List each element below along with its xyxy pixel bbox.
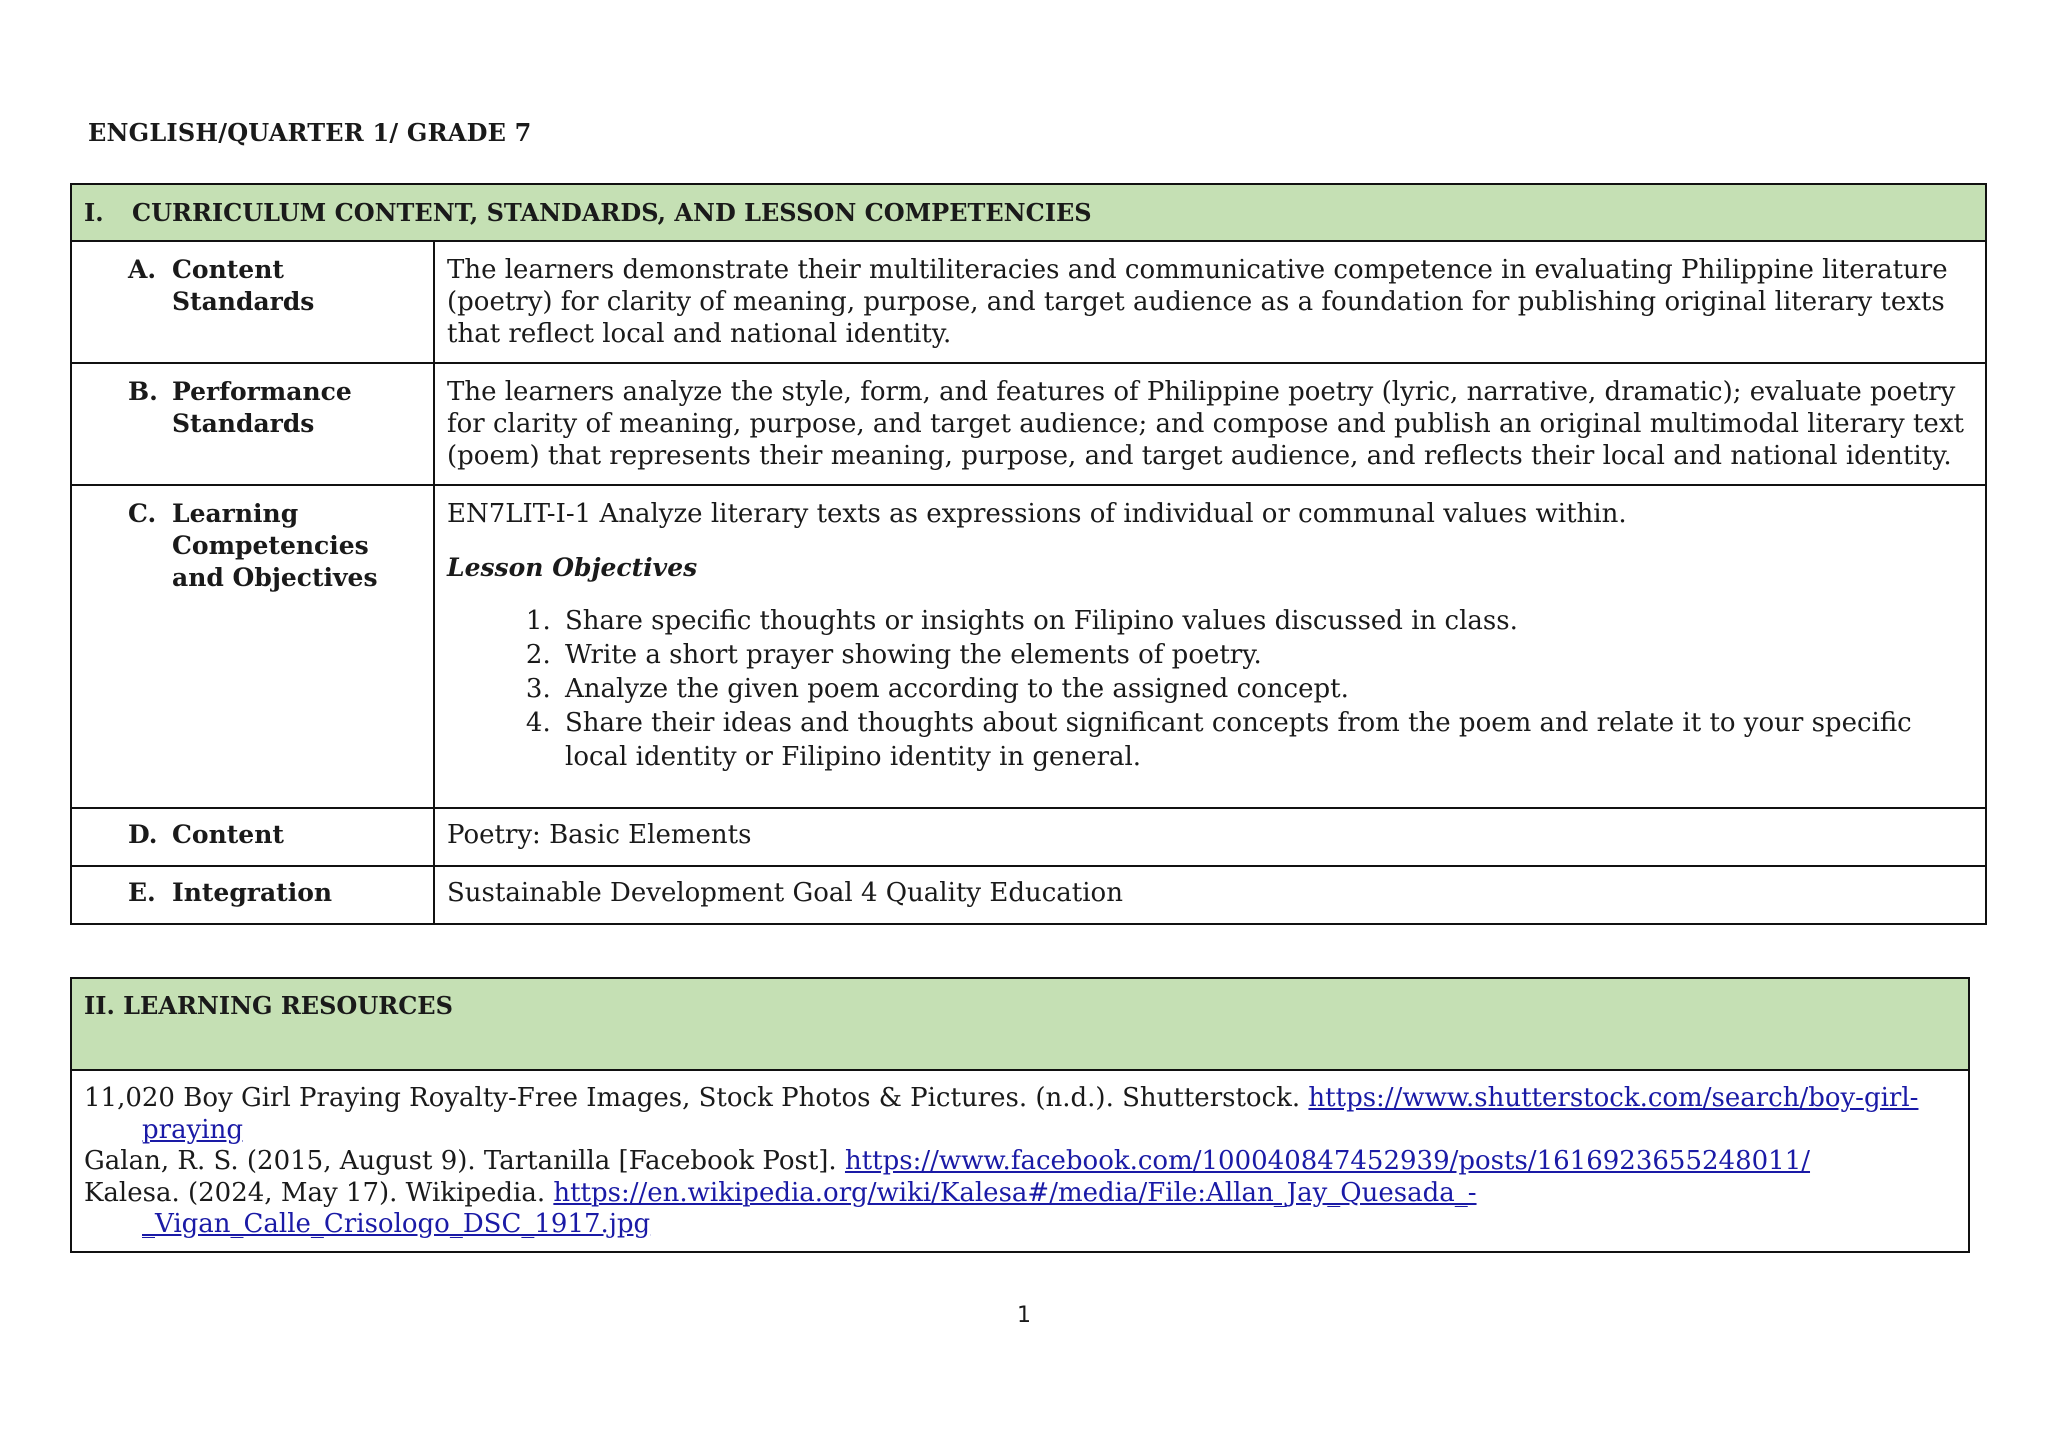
content-label: Content [172, 820, 284, 849]
integration-row [71, 866, 1986, 924]
competency-code-text: EN7LIT-I-1 Analyze literary texts as expressions of individual or communal values within. [447, 499, 1627, 529]
content-standards-label: Content Standards [172, 255, 315, 316]
performance-standards-row [71, 363, 1986, 485]
section-1-title: CURRICULUM CONTENT, STANDARDS, AND LESSON COMPETENCIES [132, 198, 1092, 227]
row-letter-d: D. [128, 820, 158, 849]
section-2-header-row [71, 978, 1969, 1070]
reference-text: Galan, R. S. (2015, August 9). Tartanilla [Facebook Post]. [84, 1146, 837, 1176]
performance-standards-text: The learners analyze the style, form, and features of Philippine poetry (lyric, narrative, dramatic); evaluate poetry for clarity of meaning, purpose, and target audience; and compose and publish an original multimodal literary text (poem) that represents their meaning, purpose, and target audience, and reflects their local and national identity. [434, 363, 1986, 485]
reference-link[interactable]: https://en.wikipedia.org/wiki/Kalesa#/media/File:Allan_Jay_Quesada_-_Vigan_Calle_Crisologo_DSC_1917.jpg [142, 1177, 1477, 1239]
objective-item: 3. Analyze the given poem according to the assigned concept. [559, 672, 1973, 706]
section-1-header-row [71, 184, 1986, 241]
reference-link[interactable]: https://www.shutterstock.com/search/boy-girl-praying [142, 1083, 1919, 1145]
reference-item [84, 1083, 1954, 1146]
content-standards-text: The learners demonstrate their multiliteracies and communicative competence in evaluating Philippine literature (poetry) for clarity of meaning, purpose, and target audience as a foundation for publishing original literary texts that reflect local and national identity. [434, 241, 1986, 363]
section-2-title: II. LEARNING RESOURCES [71, 978, 1969, 1070]
learning-competencies-cell [434, 485, 1986, 808]
document-header: ENGLISH/QUARTER 1/ GRADE 7 [88, 118, 532, 147]
references-cell [71, 1070, 1969, 1252]
learning-resources-table [70, 977, 1970, 1253]
objective-item: 1. Share specific thoughts or insights on Filipino values discussed in class. [559, 604, 1973, 638]
row-letter-e: E. [128, 878, 156, 907]
integration-text: Sustainable Development Goal 4 Quality Education [434, 866, 1986, 924]
lesson-objectives-title: Lesson Objectives [447, 553, 698, 582]
reference-text: Kalesa. (2024, May 17). Wikipedia. [84, 1177, 546, 1208]
content-label-cell [71, 808, 434, 866]
reference-link[interactable]: https://www.facebook.com/100040847452939/posts/1616923655248011/ [844, 1146, 1811, 1176]
page-number: 1 [1017, 1303, 1031, 1328]
section-1-roman: I. [84, 198, 104, 227]
reference-text: 11,020 Boy Girl Praying Royalty-Free Images, Stock Photos & Pictures. (n.d.). Shutterstock. [84, 1083, 1301, 1113]
reference-item [84, 1178, 1954, 1241]
reference-item [84, 1146, 1954, 1178]
content-standards-label-cell [71, 241, 434, 363]
learning-competencies-label: Learning Competencies and Objectives [172, 499, 378, 592]
lesson-objectives-list [447, 604, 1973, 774]
integration-label-cell [71, 866, 434, 924]
section-1-header [71, 184, 1986, 241]
integration-label: Integration [172, 878, 333, 907]
performance-standards-label: Performance Standards [172, 377, 352, 438]
curriculum-table [70, 183, 1987, 925]
content-text: Poetry: Basic Elements [434, 808, 1986, 866]
objective-item: 2. Write a short prayer showing the elements of poetry. [559, 638, 1973, 672]
row-letter-a: A. [128, 255, 157, 284]
learning-competencies-label-cell [71, 485, 434, 808]
row-letter-c: C. [128, 499, 157, 528]
learning-competencies-row [71, 485, 1986, 808]
content-row [71, 808, 1986, 866]
objective-item: 4. Share their ideas and thoughts about significant concepts from the poem and relate it to your specific local identity or Filipino identity in general. [559, 706, 1973, 774]
performance-standards-label-cell [71, 363, 434, 485]
content-standards-row [71, 241, 1986, 363]
references-row [71, 1070, 1969, 1252]
row-letter-b: B. [128, 377, 158, 406]
